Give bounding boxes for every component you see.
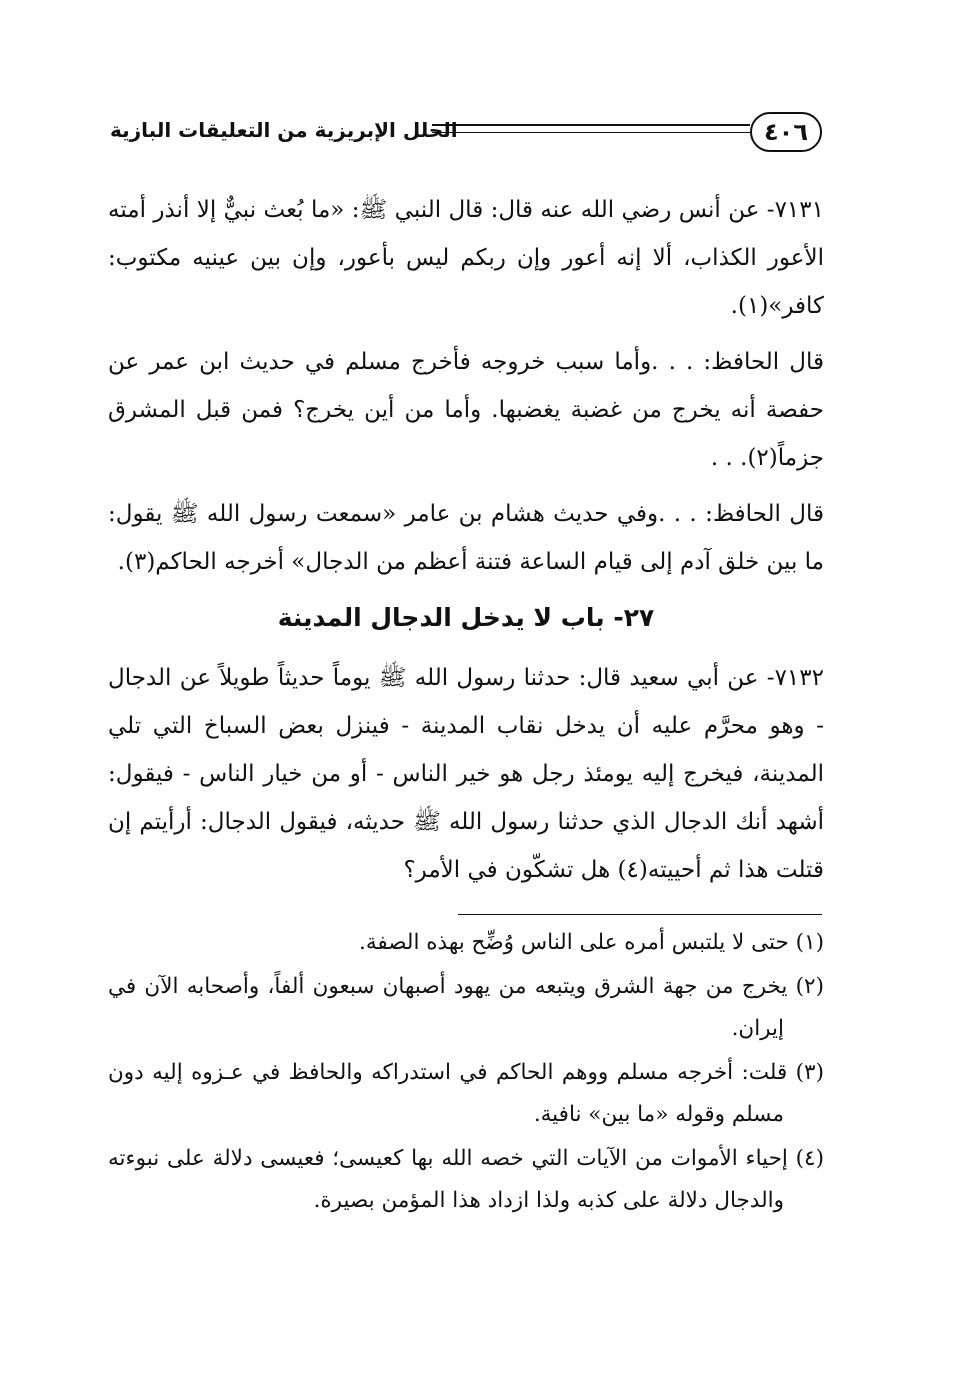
running-title: الحلل الإبريزية من التعليقات البازية bbox=[110, 118, 458, 142]
chapter-heading: ٢٧- باب لا يدخل الدجال المدينة bbox=[277, 603, 655, 632]
hadith-7131: ٧١٣١- عن أنس رضي الله عنه قال: قال النبي ﷺ: «ما بُعث نبيٌّ إلا أنذر أمته الأعور الكذاب، ألا إنه أعور وإن ربكم ليس بأعور، وإن بين عينيه مكتوب: كافر»(١). bbox=[108, 197, 824, 319]
commentary-hafiz-2: قال الحافظ: . . .وفي حديث هشام بن عامر «سمعت رسول الله ﷺ يقول: ما بين خلق آدم إلى قيام الساعة فتنة أعظم من الدجال» أخرجه الحاكم(٣). bbox=[108, 501, 824, 575]
hadith-7132: ٧١٣٢- عن أبي سعيد قال: حدثنا رسول الله ﷺ يوماً حديثاً طويلاً عن الدجال - وهو محرَّم عليه أن يدخل نقاب المدينة - فينزل بعض السباخ التي تلي المدينة، فيخرج إليه يومئذ رجل هو خير الناس - أو من خيار الناس - فيقول: أشهد أنك الدجال الذي حدثنا رسول الله ﷺ حديثه، فيقول الدجال: أرأيتم إن قتلت هذا ثم أحييته(٤) هل تشكّون في الأمر؟ bbox=[108, 665, 824, 883]
footnote-1: (١) حتى لا يلتبس أمره على الناس وُضِّح بهذه الصفة. bbox=[359, 930, 824, 955]
page-header bbox=[110, 112, 822, 158]
footnote-3: (٣) قلت: أخرجه مسلم ووهم الحاكم في استدراكه والحافظ في عـزوه إليه دون مسلم وقوله «ما بين» نافية. bbox=[108, 1060, 824, 1127]
footnote-2: (٢) يخرج من جهة الشرق ويتبعه من يهود أصبهان سبعون ألفاً، وأصحابه الآن في إيران. bbox=[108, 974, 824, 1041]
main-text bbox=[108, 186, 824, 902]
page-number: ٤٠٦ bbox=[750, 112, 822, 152]
header-rule bbox=[432, 124, 750, 133]
footnotes bbox=[108, 922, 824, 1224]
footnote-4: (٤) إحياء الأموات من الآيات التي خصه الله بها كعيسى؛ فعيسى دلالة على نبوءته والدجال دلالة على كذبه ولذا ازداد هذا المؤمن بصيرة. bbox=[108, 1146, 824, 1213]
commentary-hafiz-1: قال الحافظ: . . .وأما سبب خروجه فأخرج مسلم في حديث ابن عمر عن حفصة أنه يخرج من غضبة يغضبها. وأما من أين يخرج؟ فمن قبل المشرق جزماً(٢). . . bbox=[108, 349, 824, 471]
footnote-separator bbox=[458, 914, 822, 915]
